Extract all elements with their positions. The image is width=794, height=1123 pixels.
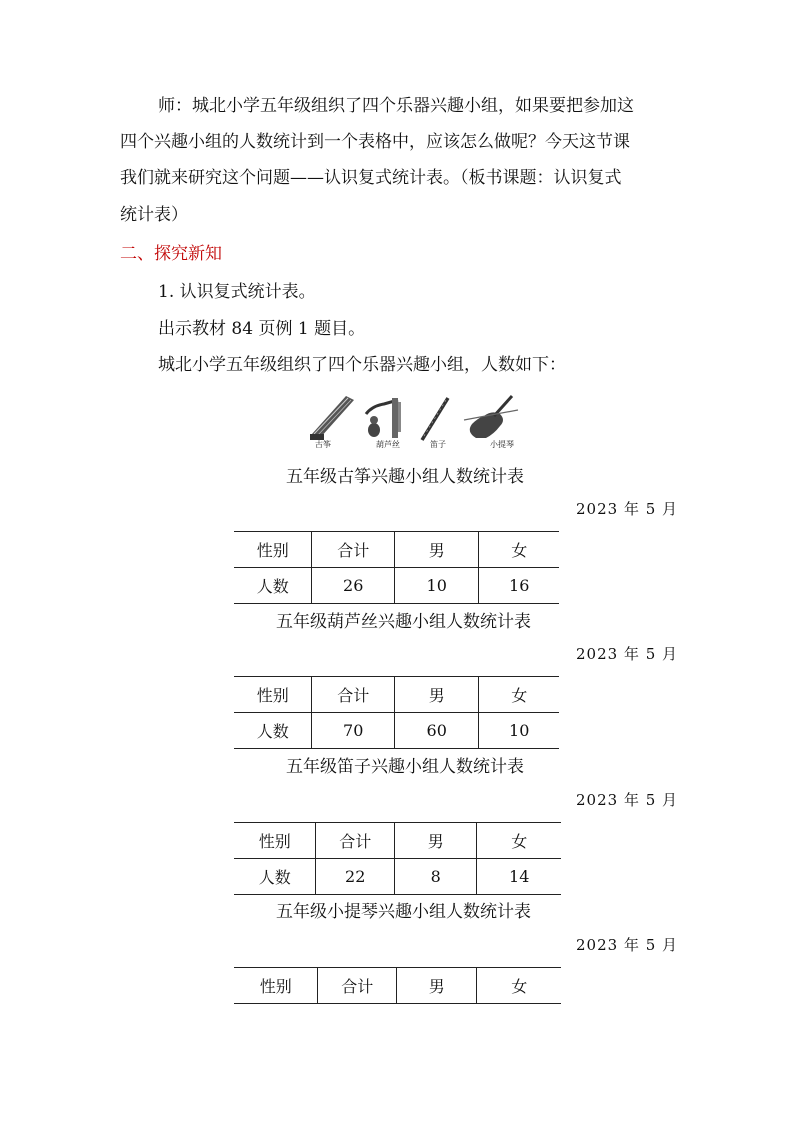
header-male: 男 <box>396 968 477 1004</box>
cell-total: 70 <box>312 713 395 749</box>
stats-table-2 <box>234 676 559 749</box>
instruments-illustration <box>306 392 526 452</box>
step-2: 出示教材 84 页例 1 题目。 <box>158 319 366 339</box>
table-1-title: 五年级古筝兴趣小组人数统计表 <box>286 467 524 487</box>
table-4-date: 2023 年 5 月 <box>576 936 679 954</box>
table-header-row <box>234 968 561 1004</box>
cell-total: 22 <box>316 859 395 895</box>
stats-table-4 <box>234 967 561 1004</box>
step-1: 1. 认识复式统计表。 <box>158 282 316 302</box>
table-2-date: 2023 年 5 月 <box>576 645 679 663</box>
header-female: 女 <box>477 823 561 859</box>
header-total: 合计 <box>316 823 395 859</box>
header-female: 女 <box>479 532 559 568</box>
table-3-date: 2023 年 5 月 <box>576 791 679 809</box>
guzheng-icon <box>310 396 354 440</box>
table-3-title: 五年级笛子兴趣小组人数统计表 <box>286 757 524 777</box>
header-gender: 性别 <box>234 532 312 568</box>
header-male: 男 <box>395 823 477 859</box>
table-2-title: 五年级葫芦丝兴趣小组人数统计表 <box>276 612 531 632</box>
caption-violin: 小提琴 <box>490 440 514 449</box>
section-heading: 二、探究新知 <box>120 244 222 264</box>
instruments-svg <box>306 392 526 452</box>
header-gender: 性别 <box>234 677 312 713</box>
caption-guzheng: 古筝 <box>315 440 331 449</box>
table-row <box>234 568 559 604</box>
cell-female: 14 <box>477 859 561 895</box>
header-total: 合计 <box>312 677 395 713</box>
dizi-icon <box>422 398 448 440</box>
header-female: 女 <box>479 677 559 713</box>
header-total: 合计 <box>312 532 395 568</box>
violin-icon <box>464 396 518 438</box>
caption-dizi: 笛子 <box>430 440 446 449</box>
table-row <box>234 713 559 749</box>
table-row <box>234 859 561 895</box>
table-1-date: 2023 年 5 月 <box>576 500 679 518</box>
cell-male: 10 <box>394 568 478 604</box>
header-gender: 性别 <box>234 823 316 859</box>
cell-total: 26 <box>312 568 395 604</box>
cell-female: 10 <box>479 713 559 749</box>
row-label: 人数 <box>234 568 312 604</box>
table-header-row <box>234 823 561 859</box>
row-label: 人数 <box>234 713 312 749</box>
header-gender: 性别 <box>234 968 318 1004</box>
stats-table-3 <box>234 822 561 895</box>
cell-male: 60 <box>394 713 478 749</box>
header-total: 合计 <box>318 968 397 1004</box>
intro-line-4: 统计表） <box>120 205 188 225</box>
header-female: 女 <box>477 968 561 1004</box>
intro-line-3: 我们就来研究这个问题——认识复式统计表。（板书课题：认识复式 <box>120 168 622 188</box>
step-3: 城北小学五年级组织了四个乐器兴趣小组，人数如下： <box>158 355 566 375</box>
table-4-title: 五年级小提琴兴趣小组人数统计表 <box>276 902 531 922</box>
table-header-row <box>234 677 559 713</box>
caption-hulusi: 葫芦丝 <box>376 440 400 449</box>
row-label: 人数 <box>234 859 316 895</box>
table-header-row <box>234 532 559 568</box>
intro-line-2: 四个兴趣小组的人数统计到一个表格中，应该怎么做呢？今天这节课 <box>120 132 630 152</box>
header-male: 男 <box>394 677 478 713</box>
cell-female: 16 <box>479 568 559 604</box>
stats-table-1 <box>234 531 559 604</box>
cell-male: 8 <box>395 859 477 895</box>
hulusi-icon <box>366 398 401 438</box>
header-male: 男 <box>394 532 478 568</box>
intro-line-1: 师：城北小学五年级组织了四个乐器兴趣小组，如果要把参加这 <box>158 96 634 116</box>
